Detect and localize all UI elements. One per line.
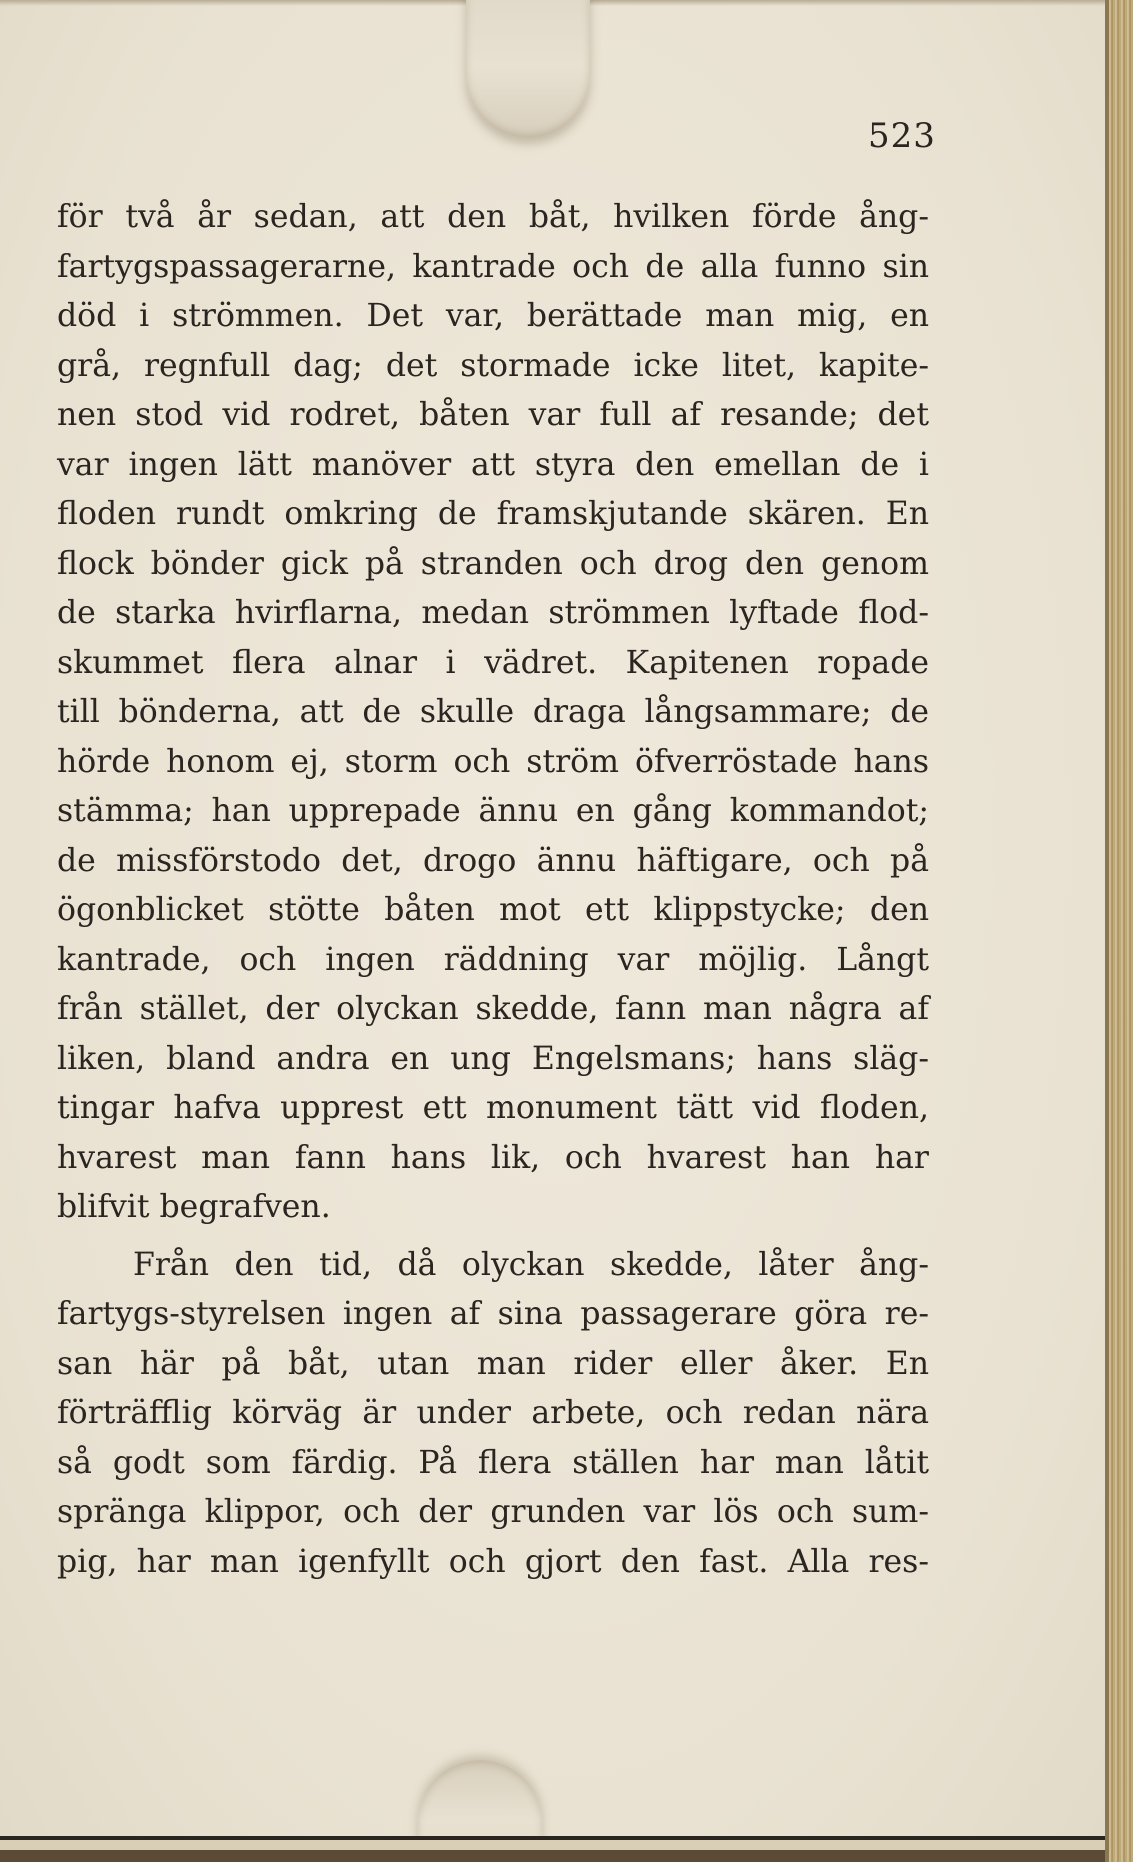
body-text xyxy=(57,193,929,1587)
text-line: så godt som färdig. På flera ställen har man låtit xyxy=(57,1444,929,1481)
text-line: stämma; han upprepade ännu en gång kommandot; xyxy=(57,793,929,829)
text-line: spränga klippor, och der grunden var lös och sum- xyxy=(57,1494,929,1530)
text-line: kantrade, och ingen räddning var möjlig. Långt xyxy=(57,941,929,978)
page-number: 523 xyxy=(868,116,936,156)
text-line: de starka hvirflarna, medan strömmen lyftade flod- xyxy=(57,595,929,631)
text-line: fartygspassagerarne, kantrade och de alla funno sin xyxy=(57,248,929,285)
text-line: var ingen lätt manöver att styra den emellan de i xyxy=(57,446,929,483)
text-line: från stället, der olyckan skedde, fann man några af xyxy=(57,991,929,1027)
paragraph-1 xyxy=(57,193,929,1233)
text-line: de missförstodo det, drogo ännu häftigare, och på xyxy=(57,842,929,879)
page-edge-stack xyxy=(1108,0,1133,1862)
text-line: fartygs-styrelsen ingen af sina passagerare göra re- xyxy=(57,1296,929,1332)
text-line: för två år sedan, att den båt, hvilken förde ång- xyxy=(57,199,929,235)
text-line: blifvit begrafven. xyxy=(57,1189,331,1225)
top-page-clip xyxy=(466,0,590,138)
text-line: grå, regnfull dag; det stormade icke litet, kapite- xyxy=(57,347,929,384)
text-line: nen stod vid rodret, båten var full af resande; det xyxy=(57,397,929,433)
paragraph-2 xyxy=(57,1241,929,1588)
text-line: ögonblicket stötte båten mot ett klippstycke; den xyxy=(57,892,929,928)
text-line: pig, har man igenfyllt och gjort den fast. Alla res- xyxy=(57,1543,929,1580)
text-line: död i strömmen. Det var, berättade man mig, en xyxy=(57,298,929,334)
text-line: Från den tid, då olyckan skedde, låter ång- xyxy=(133,1246,929,1283)
text-line: tingar hafva upprest ett monument tätt vid floden, xyxy=(57,1090,929,1126)
text-line: skummet flera alnar i vädret. Kapitenen ropade xyxy=(57,644,929,681)
text-line: san här på båt, utan man rider eller åker. En xyxy=(57,1345,929,1382)
paragraph-gap xyxy=(57,1233,929,1241)
text-line: flock bönder gick på stranden och drog den genom xyxy=(57,545,929,582)
text-line: förträfflig körväg är under arbete, och redan nära xyxy=(57,1395,929,1431)
bottom-page-strip xyxy=(0,1840,1108,1850)
text-line: liken, bland andra en ung Engelsmans; hans släg- xyxy=(57,1040,929,1077)
text-line: till bönderna, att de skulle draga långsammare; de xyxy=(57,694,929,730)
text-line: hvarest man fann hans lik, och hvarest han har xyxy=(57,1139,929,1176)
text-line: floden rundt omkring de framskjutande skären. En xyxy=(57,496,929,532)
text-line: hörde honom ej, storm och ström öfverröstade hans xyxy=(57,743,929,780)
